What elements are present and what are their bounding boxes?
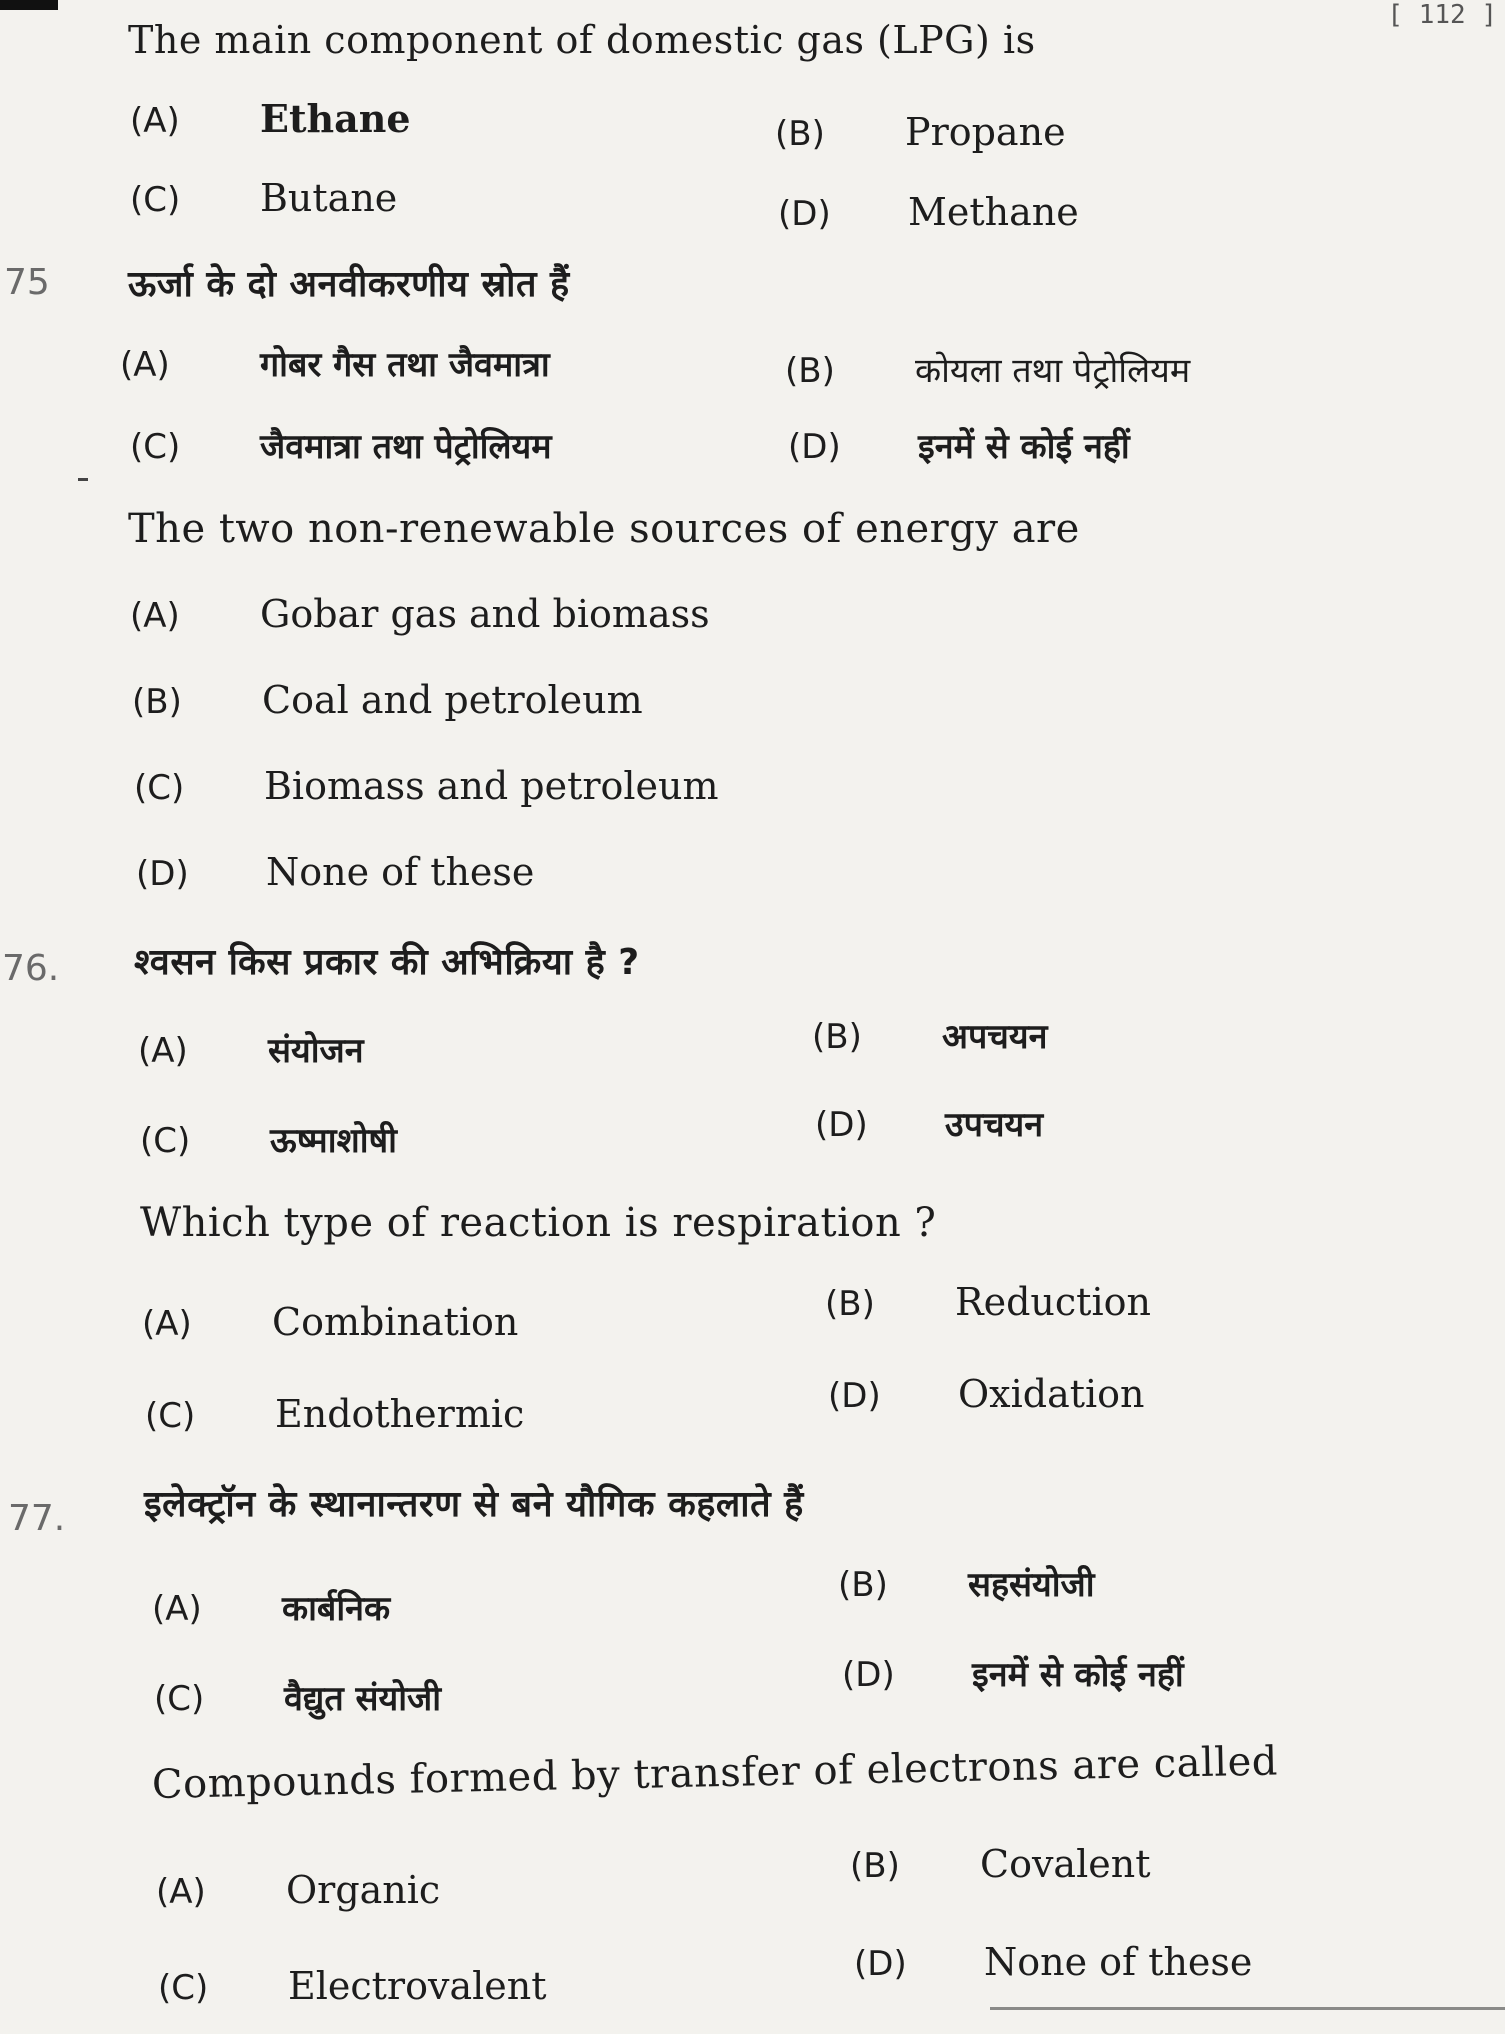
option-text: Coal and petroleum (262, 678, 643, 722)
question-stem-en: The two non-renewable sources of energy are (128, 506, 1080, 552)
option-c (154, 1674, 441, 1720)
option-label: (A) (120, 345, 170, 385)
option-d (854, 1940, 1252, 1984)
option-text: Organic (286, 1868, 441, 1912)
question-stem-en: The main component of domestic gas (LPG) is (128, 18, 1036, 62)
option-label: (C) (130, 427, 181, 467)
option-b (838, 1560, 1095, 1606)
option-d (136, 850, 534, 894)
option-b (785, 346, 1190, 392)
option-a (130, 592, 710, 636)
option-label: (A) (142, 1304, 192, 1344)
option-text: इनमें से कोई नहीं (918, 427, 1130, 467)
option-text: जैवमात्रा तथा पेट्रोलियम (260, 427, 552, 467)
option-b (825, 1280, 1151, 1324)
option-label: (A) (152, 1589, 202, 1629)
option-text: Combination (272, 1300, 519, 1344)
option-label: (C) (145, 1396, 196, 1436)
option-label: (C) (154, 1679, 205, 1719)
bottom-rule (990, 2007, 1505, 2010)
option-label: (B) (132, 682, 182, 722)
option-label: (D) (136, 854, 189, 894)
option-text: Oxidation (958, 1372, 1145, 1416)
option-c (130, 176, 397, 220)
option-label: (B) (785, 351, 835, 391)
question-number: 75 (4, 262, 50, 303)
question-stem-en: Which type of reaction is respiration ? (140, 1200, 937, 1246)
option-d (815, 1100, 1043, 1146)
option-label: (B) (825, 1284, 875, 1324)
option-text: Electrovalent (288, 1964, 547, 2008)
page-number: [ 112 ] (1387, 0, 1497, 30)
option-d (788, 422, 1130, 468)
option-text: कोयला तथा पेट्रोलियम (915, 351, 1191, 391)
option-a (156, 1868, 440, 1912)
option-label: (D) (828, 1376, 881, 1416)
option-text: Endothermic (275, 1392, 525, 1436)
question-stem-en: Compounds formed by transfer of electrons are called (151, 1738, 1279, 1808)
option-a (120, 340, 550, 386)
option-label: (B) (775, 114, 825, 154)
option-text: Propane (905, 110, 1066, 154)
option-text: इनमें से कोई नहीं (972, 1655, 1184, 1695)
option-label: (C) (140, 1121, 191, 1161)
option-label: (B) (850, 1846, 900, 1886)
option-c (158, 1964, 547, 2008)
option-label: (A) (130, 101, 180, 141)
question-stem-hi: इलेक्ट्रॉन के स्थानान्तरण से बने यौगिक कहलाते हैं (144, 1484, 804, 1525)
option-text: Covalent (980, 1842, 1151, 1886)
option-a (152, 1584, 390, 1630)
option-text: संयोजन (268, 1031, 364, 1071)
option-text: None of these (984, 1940, 1253, 1984)
option-label: (A) (138, 1031, 188, 1071)
option-text: Biomass and petroleum (264, 764, 719, 808)
option-label: (D) (854, 1944, 907, 1984)
option-b (132, 678, 643, 722)
option-label: (A) (156, 1872, 206, 1912)
option-label: (C) (130, 180, 181, 220)
question-stem-hi: ऊर्जा के दो अनवीकरणीय स्रोत हैं (128, 264, 570, 305)
option-d (842, 1650, 1184, 1696)
option-d (778, 190, 1079, 234)
option-a (138, 1026, 364, 1072)
option-text: Reduction (955, 1280, 1151, 1324)
option-c (145, 1392, 524, 1436)
option-label: (C) (158, 1968, 209, 2008)
option-label: (B) (838, 1565, 888, 1605)
option-c (134, 764, 719, 808)
option-text: Ethane (260, 96, 411, 141)
option-c (130, 422, 552, 468)
option-c (140, 1116, 397, 1162)
option-a (142, 1300, 518, 1344)
option-b (775, 110, 1066, 154)
option-label: (A) (130, 596, 180, 636)
option-label: (D) (778, 194, 831, 234)
option-text: Methane (908, 190, 1079, 234)
option-text: गोबर गैस तथा जैवमात्रा (260, 345, 550, 385)
option-b (812, 1012, 1047, 1058)
corner-mark (0, 0, 58, 10)
question-stem-hi: श्वसन किस प्रकार की अभिक्रिया है ? (134, 942, 640, 983)
option-text: अपचयन (942, 1017, 1048, 1057)
option-text: सहसंयोजी (968, 1565, 1095, 1605)
option-text: उपचयन (945, 1105, 1044, 1145)
option-label: (D) (788, 427, 841, 467)
option-text: Gobar gas and biomass (260, 592, 710, 636)
option-label: (B) (812, 1017, 862, 1057)
option-label: (D) (815, 1105, 868, 1145)
option-b (850, 1842, 1150, 1886)
option-text: ऊष्माशोषी (270, 1121, 397, 1161)
question-number: 76. (2, 948, 60, 989)
option-d (828, 1372, 1145, 1416)
option-label: (C) (134, 768, 185, 808)
question-number: 77. (8, 1498, 66, 1539)
option-text: None of these (266, 850, 535, 894)
option-a (130, 96, 411, 141)
option-text: वैद्युत संयोजी (284, 1679, 442, 1719)
option-text: कार्बनिक (282, 1589, 391, 1629)
option-text: Butane (260, 176, 398, 220)
option-label: (D) (842, 1655, 895, 1695)
stray-mark (78, 478, 88, 481)
